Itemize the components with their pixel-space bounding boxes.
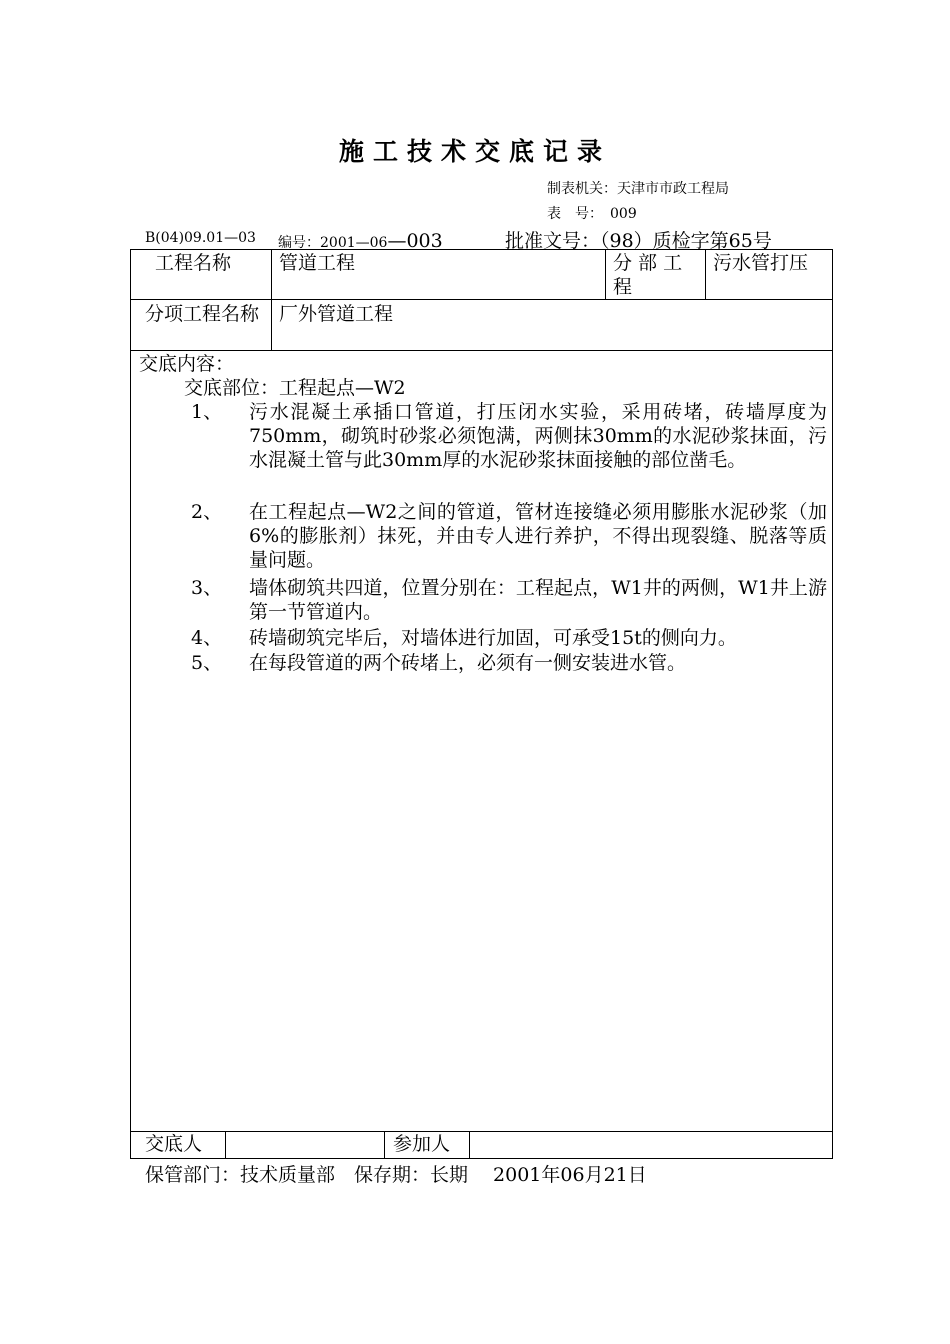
item-number: 3、 <box>191 577 223 599</box>
page-title: 施工技术交底记录 <box>338 137 611 166</box>
row-divider <box>131 1131 832 1132</box>
col-divider <box>384 1131 385 1159</box>
approval-number: 批准文号：（98）质检字第65号 <box>505 230 772 252</box>
content-label: 交底内容： <box>139 353 235 375</box>
item-number: 2、 <box>191 501 223 523</box>
col-divider <box>469 1131 470 1159</box>
col-divider <box>271 250 272 299</box>
col-divider <box>225 1131 226 1159</box>
item-number: 1、 <box>191 401 223 423</box>
subdivision-value: 污水管打压 <box>713 252 809 274</box>
handover-location: 交底部位：工程起点—W2 <box>184 377 406 399</box>
item-text: 墙体砌筑共四道，位置分别在：工程起点，W1井的两侧，W1井上游第一节管道内。 <box>249 577 827 623</box>
item-text: 砖墙砌筑完毕后，对墙体进行加固，可承受15t的侧向力。 <box>249 627 737 649</box>
project-name-value: 管道工程 <box>279 252 356 274</box>
subitem-value: 厂外管道工程 <box>279 303 394 325</box>
item-number: 5、 <box>191 652 223 674</box>
footer-record: 保管部门：技术质量部 保存期：长期 2001年06月21日 <box>145 1164 647 1186</box>
serial-prefix: 编号：2001—06 <box>278 235 388 251</box>
item-number: 4、 <box>191 627 223 649</box>
participants-label: 参加人 <box>393 1133 451 1155</box>
col-divider <box>605 250 606 299</box>
subdivision-label: 分 部 工程 <box>613 252 683 298</box>
handover-form <box>130 249 833 1159</box>
col-divider <box>271 299 272 350</box>
project-name-label: 工程名称 <box>155 252 232 274</box>
document-code: B(04)09.01—03 <box>145 230 256 246</box>
row-divider <box>131 299 832 300</box>
item-text: 污水混凝土承插口管道，打压闭水实验，采用砖堵，砖墙厚度为750mm，砌筑时砂浆必须饱满，两侧抹30mm的水泥砂浆抹面，污水混凝土管与此30mm厚的水泥砂浆抹面接触的部位凿毛。 <box>249 401 827 471</box>
subitem-label: 分项工程名称 <box>144 303 259 325</box>
serial-suffix: —003 <box>387 230 443 252</box>
item-text: 在每段管道的两个砖堵上，必须有一侧安装进水管。 <box>249 652 687 674</box>
row-divider <box>131 350 832 351</box>
handover-person-label: 交底人 <box>145 1133 203 1155</box>
item-text: 在工程起点—W2之间的管道，管材连接缝必须用膨胀水泥砂浆（加6%的膨胀剂）抹死，并由专人进行养护，不得出现裂缝、脱落等质量问题。 <box>249 501 827 571</box>
issuing-authority: 制表机关：天津市市政工程局 <box>547 181 729 197</box>
form-number: 表 号： 009 <box>547 206 637 222</box>
col-divider <box>705 250 706 299</box>
